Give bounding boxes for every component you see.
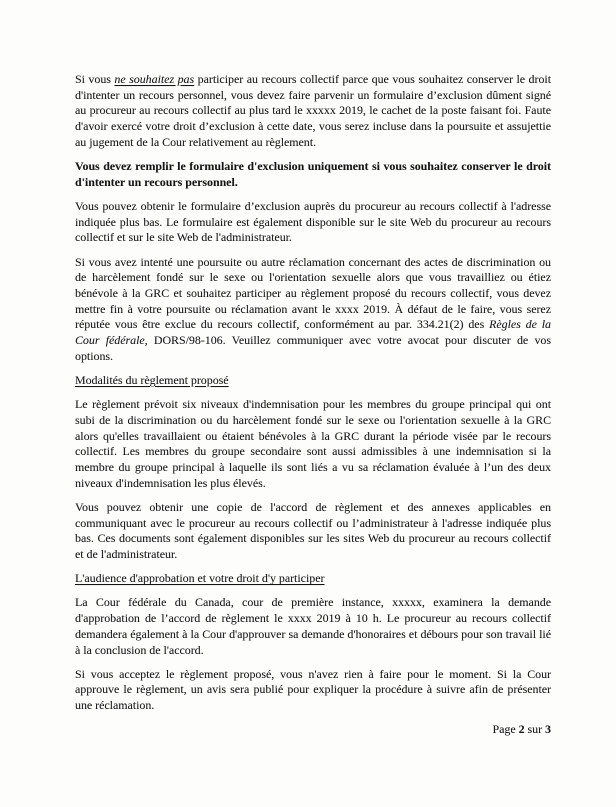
para-exclusion-deadline [75,72,551,151]
para-lawsuit-post: , DORS/98-106. Veuillez communiquer avec votre avocat pour discuter de vos options. [75,333,551,363]
para-settlement-levels: Le règlement prévoit six niveaux d'indemnisation pour les membres du groupe principal qui ont subi de la discrimination ou du harcèlement fondé sur le sexe ou l'orientation sexuelle à la GRC alors qu'elles travaillaient ou étaient bénévoles à la GRC durant la période visée par le recours collectif. Les membres du groupe secondaire sont aussi admissibles à une indemnisation si la membre du groupe principal à laquelle ils sont liés a vu sa réclamation évaluée à l’un des deux niveaux d'indemnisation les plus élevés. [75,397,551,490]
emphasis-ne-souhaitez-pas: ne souhaitez pas [114,72,195,86]
para-hearing-details: La Cour fédérale du Canada, cour de première instance, xxxxx, examinera la demande d'approbation de l’accord de règlement le xxxx 2019 à 10 h. Le procureur au recours collectif demandera également à la Cour d'approuver sa demande d'honoraires et débours pour son travail lié à la conclusion de l'accord. [75,595,551,657]
para-exclusion-post: participer au recours collectif parce que vous souhaitez conserver le droit d'intenter un recours personnel, vous devez faire parvenir un formulaire d’exclusion dûment signé au procureur au recours collectif au plus tard le xxxxx 2019, le cachet de la poste faisant foi. Faute d'avoir exercé votre droit d’exclusion à cette date, vous serez incluse dans la poursuite et assujettie au jugement de la Cour relativement au règlement. [75,72,552,149]
footer-separator: sur [524,722,546,737]
para-form-required-bold: Vous devez remplir le formulaire d'exclusion uniquement si vous souhaitez conserver le droit d'intenter un recours personnel. [75,159,551,189]
page-footer [75,722,551,738]
para-copy-agreement: Vous pouvez obtenir une copie de l'accord de règlement et des annexes applicables en communiquant avec le procureur au recours collectif ou l’administrateur à l'adresse indiquée plus bas. Ces documents sont également disponibles sur les sites Web du procureur au recours collectif et de l'administrateur. [75,499,551,561]
para-exclusion-pre: Si vous [75,72,115,86]
footer-label: Page [492,722,519,737]
para-obtain-form: Vous pouvez obtenir le formulaire d’exclusion auprès du procureur au recours collectif à l'adresse indiquée plus bas. Le formulaire est également disponible sur le site Web du procureur au recours collectif et sur le site Web de l'administrateur. [75,198,551,245]
citation-regles-cour-federale: Règles de la Cour fédérale [75,317,551,348]
para-accept-settlement: Si vous acceptez le règlement proposé, vous n'avez rien à faire pour le moment. Si la Cour approuve le règlement, un avis sera publié pour expliquer la procédure à suivre afin de présenter une réclamation. [75,666,551,713]
document-body [75,72,551,738]
footer-page-number: 2 [518,722,525,737]
footer-total-pages: 3 [545,722,551,737]
para-lawsuit-pre: Si vous avez intenté une poursuite ou autre réclamation concernant des actes de discrimination ou de harcèlement fondé sur le sexe ou l'orientation sexuelle alors que vous travailliez ou étiez bénévole à la GRC et souhaitez participer au règlement proposé du recours collectif, vous devez mettre fin à votre poursuite ou réclamation avant le xxxx 2019. À défaut de le faire, vous serez réputée vous être exclue du recours collectif, conformément au par. 334.21(2) des [75,254,551,332]
heading-settlement-terms: Modalités du règlement proposé [75,372,229,387]
para-existing-lawsuit [75,255,551,365]
heading-approval-hearing: L'audience d'approbation et votre droit d'y participer [75,571,325,586]
